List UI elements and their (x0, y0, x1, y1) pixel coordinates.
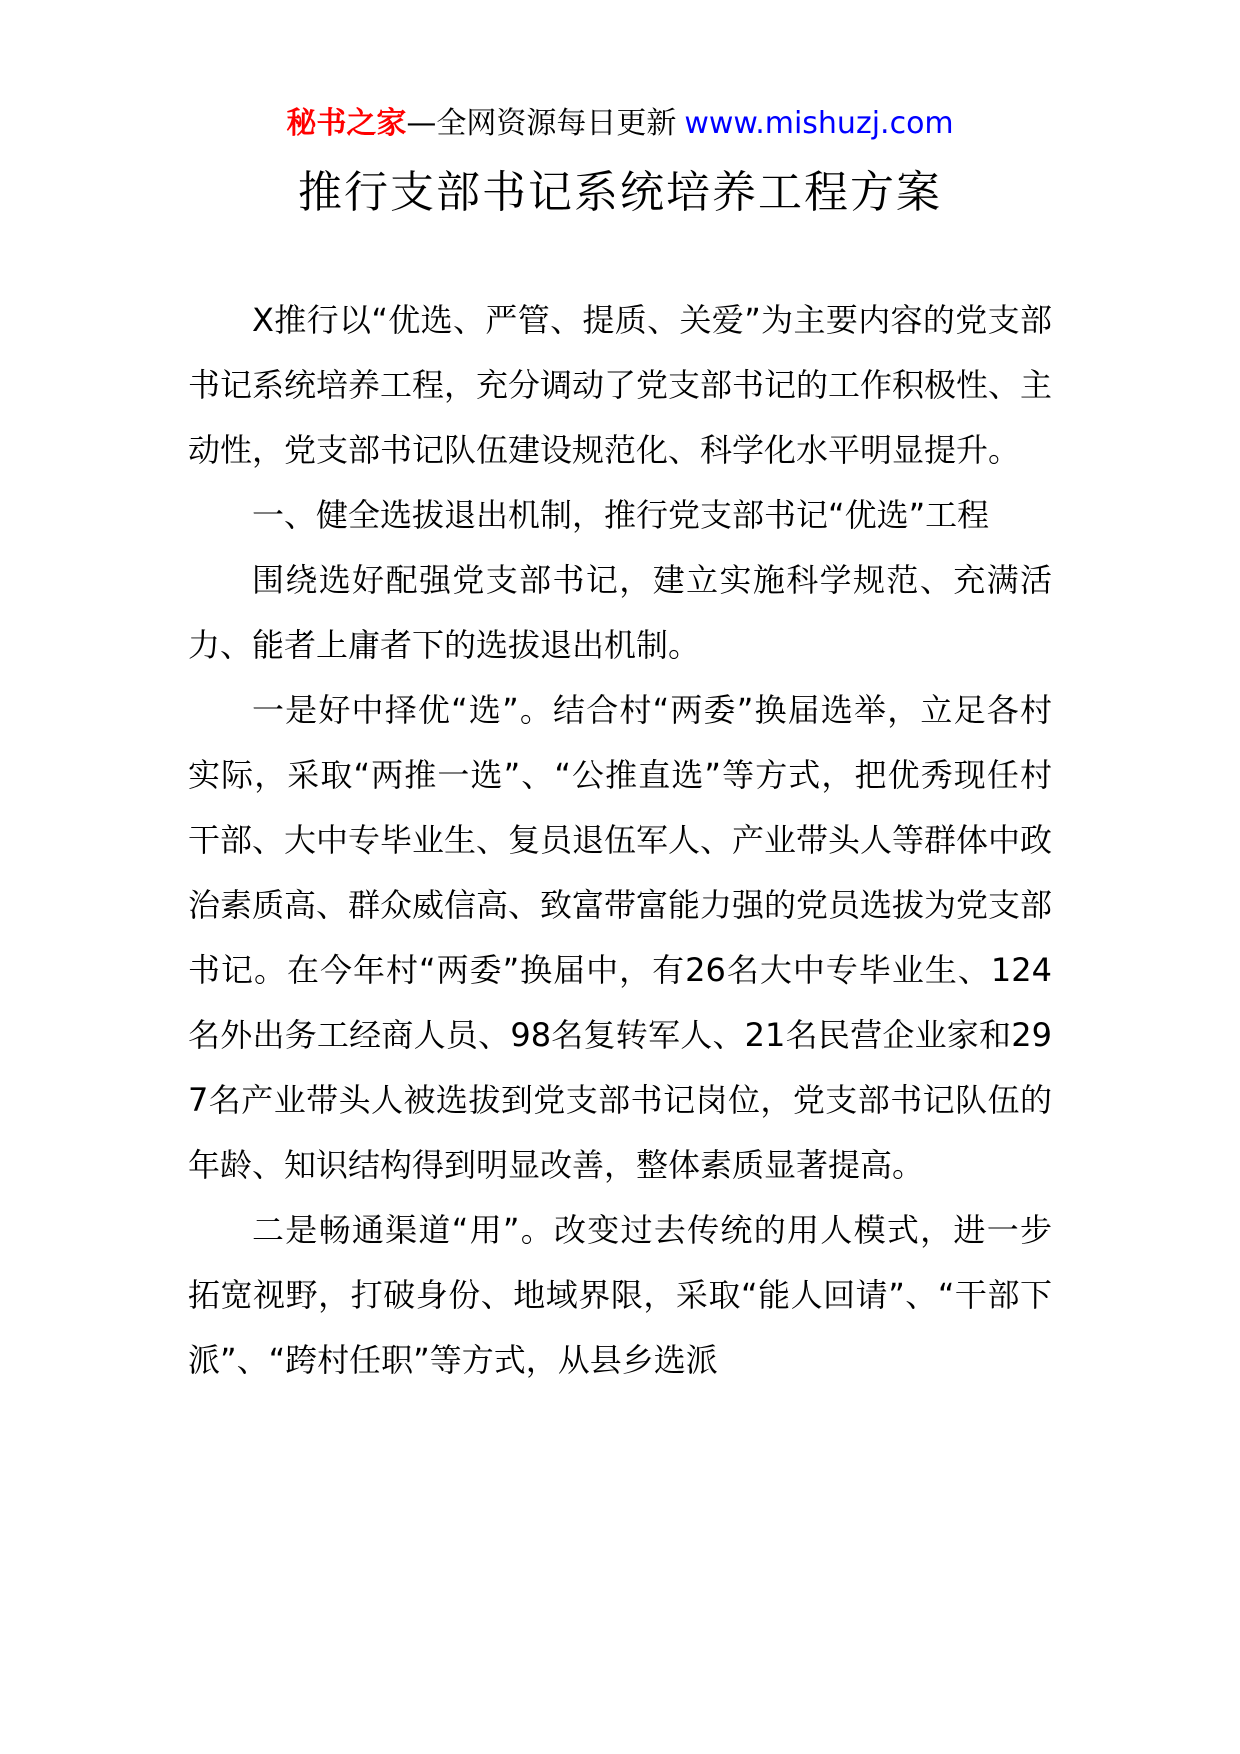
site-tagline: —全网资源每日更新 (406, 106, 677, 141)
document-body (188, 288, 1052, 1393)
document-title: 推行支部书记系统培养工程方案 (298, 167, 942, 218)
section-1-intro-paragraph: 围绕选好配强党支部书记，建立实施科学规范、充满活力、能者上庸者下的选拔退出机制。 (188, 561, 1052, 664)
intro-paragraph: X推行以“优选、严管、提质、关爱”为主要内容的党支部书记系统培养工程，充分调动了党支部书记的工作积极性、主动性，党支部书记队伍建设规范化、科学化水平明显提升。 (188, 301, 1053, 469)
site-url-link[interactable]: www.mishuzj.com (684, 106, 954, 141)
site-header (0, 102, 1240, 146)
site-brand: 秘书之家 (286, 106, 407, 141)
section-heading-1: 一、健全选拔退出机制，推行党支部书记“优选”工程 (252, 496, 990, 534)
point-2-paragraph: 二是畅通渠道“用”。改变过去传统的用人模式，进一步拓宽视野，打破身份、地域界限，采取“能人回请”、“干部下派”、“跨村任职”等方式，从县乡选派 (188, 1211, 1052, 1379)
point-1-paragraph: 一是好中择优“选”。结合村“两委”换届选举，立足各村实际，采取“两推一选”、“公推直选”等方式，把优秀现任村干部、大中专毕业生、复员退伍军人、产业带头人等群体中政治素质高、群众威信高、致富带富能力强的党员选拔为党支部书记。在今年村“两委”换届中，有26名大中专毕业生、124名外出务工经商人员、98名复转军人、21名民营企业家和297名产业带头人被选拔到党支部书记岗位，党支部书记队伍的年龄、知识结构得到明显改善，整体素质显著提高。 (188, 691, 1053, 1184)
